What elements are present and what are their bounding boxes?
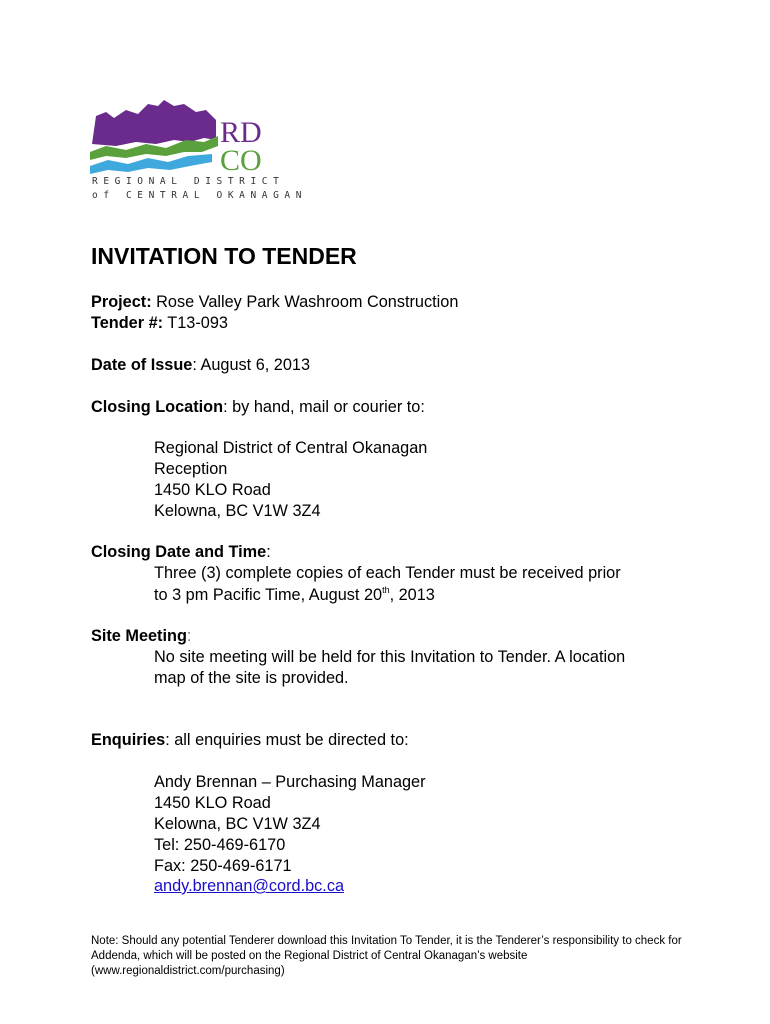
contact-line: Fax: 250-469-6171 [154, 857, 292, 875]
closing-date-colon: : [266, 543, 271, 561]
logo-blue-wave [90, 154, 212, 174]
closing-date-text-2-pre: to 3 pm Pacific Time, August 20 [154, 586, 383, 604]
email-link[interactable]: andy.brennan@cord.bc.ca [154, 877, 345, 895]
site-meeting-text-1: No site meeting will be held for this Invitation to Tender. A location [154, 648, 626, 666]
address-line: Kelowna, BC V1W 3Z4 [154, 502, 321, 520]
logo-letters-top: RD [220, 116, 262, 149]
address-line: 1450 KLO Road [154, 481, 271, 499]
contact-line: Kelowna, BC V1W 3Z4 [154, 815, 321, 833]
project-value: Rose Valley Park Washroom Construction [151, 293, 459, 311]
contact-line: Andy Brennan – Purchasing Manager [154, 773, 426, 791]
enquiries-line [91, 731, 409, 750]
site-meeting-line [91, 627, 191, 646]
closing-date-line [91, 543, 271, 562]
closing-location-value: : by hand, mail or courier to: [223, 398, 425, 416]
logo-purple-mountains [92, 100, 216, 146]
closing-location-label: Closing Location [91, 398, 224, 416]
tender-value: T13-093 [163, 314, 228, 332]
tender-line [91, 314, 228, 333]
closing-date-suffix: th [382, 585, 390, 595]
project-line [91, 293, 458, 312]
site-meeting-colon: : [186, 627, 192, 645]
issue-line [91, 356, 310, 375]
issue-value: : August 6, 2013 [192, 356, 311, 374]
footnote: Note: Should any potential Tenderer download this Invitation To Tender, it is the Tenderer’s responsibility to check for Addenda, which will be posted on the Regional District of Central Okanagan’s website (www.regionaldistrict.com/purchasing) [91, 935, 682, 977]
address-line: Reception [154, 460, 228, 478]
logo-tagline-2: of CENTRAL OKANAGAN [92, 190, 308, 201]
contact-line: 1450 KLO Road [154, 794, 271, 812]
closing-location-line [91, 398, 425, 417]
logo-letters-bottom: CO [220, 144, 262, 177]
project-label: Project: [91, 293, 152, 311]
email-line [154, 877, 344, 896]
enquiries-value: : all enquiries must be directed to: [165, 731, 409, 749]
site-meeting-label: Site Meeting [91, 627, 187, 645]
page-title: INVITATION TO TENDER [91, 243, 357, 269]
enquiries-label: Enquiries [91, 731, 166, 749]
tender-label: Tender #: [91, 314, 164, 332]
closing-date-text-1: Three (3) complete copies of each Tender must be received prior [154, 564, 621, 582]
contact-line: Tel: 250-469-6170 [154, 836, 286, 854]
logo-tagline-1: REGIONAL DISTRICT [92, 176, 285, 187]
site-meeting-text-2: map of the site is provided. [154, 669, 349, 687]
address-line: Regional District of Central Okanagan [154, 439, 428, 457]
closing-date-text-2-post: , 2013 [389, 586, 435, 604]
closing-date-label: Closing Date and Time [91, 543, 267, 561]
closing-date-text-2 [154, 585, 435, 605]
issue-label: Date of Issue [91, 356, 193, 374]
